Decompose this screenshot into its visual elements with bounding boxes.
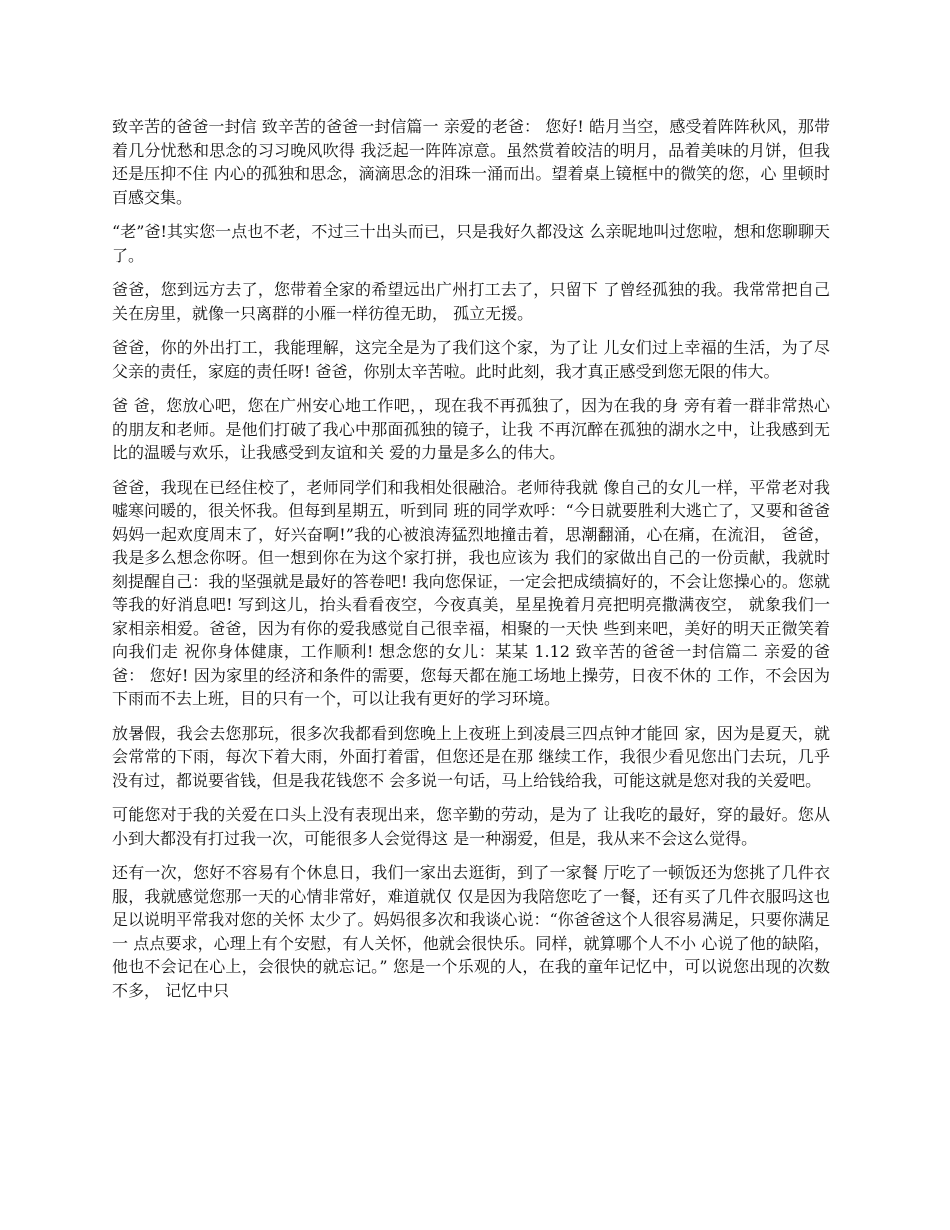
paragraph-8: 可能您对于我的关爱在口头上没有表现出来，您辛勤的劳动，是为了 让我吃的最好，穿的最好。您从小到大都没有打过我一次，可能很多人会觉得这 是一种溺爱，但是，我从来不会这么觉得。 [112, 805, 830, 848]
paragraph-2: “老”爸!其实您一点也不老，不过三十出头而已，只是我好久都没这 么亲昵地叫过您啦，想和您聊聊天了。 [112, 222, 830, 265]
paragraph-1: 致辛苦的爸爸一封信 致辛苦的爸爸一封信篇一 亲爱的老爸： 您好! 皓月当空，感受着阵阵秋风，那带着几分忧愁和思念的习习晚风吹得 我泛起一阵阵凉意。虽然赏着皎洁的明月，品着美味的月饼，但我还是压抑不住 内心的孤独和思念，滴滴思念的泪珠一涌而出。望着桌上镜框中的微笑的您，心 里顿时百感交集。 [112, 117, 830, 207]
document-body [112, 115, 830, 1013]
paragraph-4: 爸爸，你的外出打工，我能理解，这完全是为了我们这个家，为了让 儿女们过上幸福的生活，为了尽父亲的责任，家庭的责任呀! 爸爸，你别太辛苦啦。此时此刻，我才真正感受到您无限的伟大。 [112, 338, 830, 381]
paragraph-5: 爸 爸，您放心吧，您在广州安心地工作吧，，现在我不再孤独了，因为在我的身 旁有着一群非常热心的朋友和老师。是他们打破了我心中那面孤独的镜子，让我 不再沉醉在孤独的湖水之中，让我感到无比的温暖与欢乐，让我感受到友谊和关 爱的力量是多么的伟大。 [112, 396, 830, 462]
paragraph-9: 还有一次，您好不容易有个休息日，我们一家出去逛街，到了一家餐 厅吃了一顿饭还为您挑了几件衣服，我就感觉您那一天的心情非常好，难道就仅 仅是因为我陪您吃了一餐，还有买了几件衣服吗这也足以说明平常我对您的关怀 太少了。妈妈很多次和我谈心说：“你爸爸这个人很容易满足，只要你满足一 点点要求，心理上有个安慰，有人关怀，他就会很快乐。同样，就算哪个人不小 心说了他的缺陷，他也不会记在心上，会很快的就忘记。” 您是一个乐观的人，在我的童年记忆中，可以说您出现的次数不多， 记忆中只 [112, 863, 830, 1000]
paragraph-6: 爸爸，我现在已经住校了，老师同学们和我相处很融洽。老师待我就 像自己的女儿一样，平常老对我嘘寒问暖的，很关怀我。但每到星期五，听到同 班的同学欢呼：“今日就要胜利大逃亡了，又要和爸爸妈妈一起欢度周末了，好兴奋啊!”我的心被浪涛猛烈地撞击着，思潮翻涌，心在痛，在流泪， 爸爸，我是多么想念你呀。但一想到你在为这个家打拼，我也应该为 我们的家做出自己的一份贡献，我就时刻提醒自己：我的坚强就是最好的答卷吧! 我向您保证，一定会把成绩搞好的，不会让您操心的。您就等我的好消息吧! 写到这儿，抬头看看夜空，今夜真美，星星挽着月亮把明亮撒满夜空， 就象我们一家相亲相爱。爸爸，因为有你的爱我感觉自己很幸福，相聚的一天快 些到来吧，美好的明天正微笑着向我们走 祝你身体健康，工作顺利! 想念您的女儿：某某 1.12 致辛苦的爸爸一封信篇二 亲爱的爸爸： 您好! 因为家里的经济和条件的需要，您每天都在施工场地上操劳，日夜不休的 工作，不会因为下雨而不去上班，目的只有一个，可以让我有更好的学习环境。 [112, 477, 830, 708]
paragraph-3: 爸爸，您到远方去了，您带着全家的希望远出广州打工去了，只留下 了曾经孤独的我。我常常把自己关在房里，就像一只离群的小雁一样彷徨无助， 孤立无援。 [112, 280, 830, 323]
paragraph-7: 放暑假，我会去您那玩，很多次我都看到您晚上上夜班上到凌晨三四点钟才能回 家，因为是夏天，就会常常的下雨，每次下着大雨，外面打着雷，但您还是在那 继续工作，我很少看见您出门去玩，几乎没有过，都说要省钱，但是我花钱您不 会多说一句话，马上给钱给我，可能这就是您对我的关爱吧。 [112, 723, 830, 790]
